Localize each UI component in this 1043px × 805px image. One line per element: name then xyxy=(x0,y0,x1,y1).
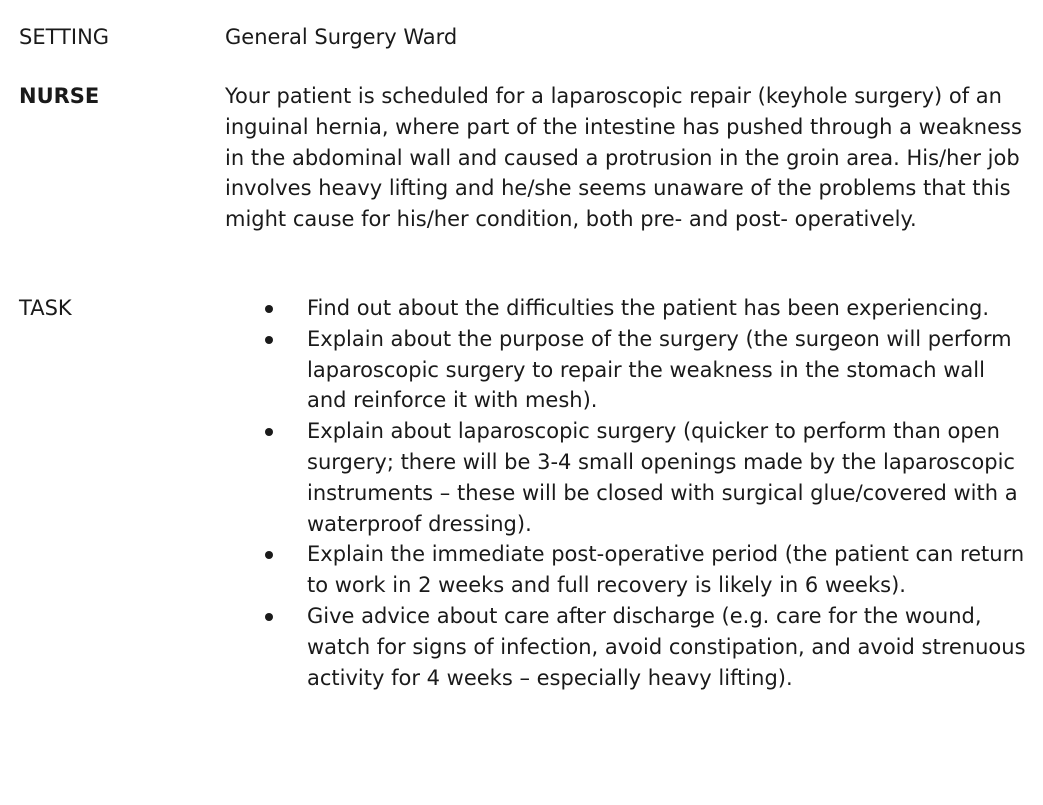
bullet-icon xyxy=(265,613,273,621)
setting-label: SETTING xyxy=(19,25,110,49)
bullet-icon xyxy=(265,336,273,344)
task-item xyxy=(307,416,1027,539)
task-label: TASK xyxy=(19,296,72,320)
task-item-text: Find out about the difficulties the patient has been experiencing. xyxy=(307,296,990,320)
task-item-text: Explain the immediate post-operative period (the patient can return to work in 2 weeks and full recovery is likely in 6 weeks). xyxy=(307,542,1025,598)
bullet-icon xyxy=(265,305,273,313)
bullet-icon xyxy=(265,428,273,436)
task-list xyxy=(307,293,1027,693)
task-item-text: Explain about the purpose of the surgery (the surgeon will perform laparoscopic surgery to repair the weakness in the stomach wall and reinforce it with mesh). xyxy=(307,326,1012,413)
task-item-text: Give advice about care after discharge (e.g. care for the wound, watch for signs of infection, avoid constipation, and avoid strenuous activity for 4 weeks – especially heavy lifting). xyxy=(307,603,1026,690)
task-item xyxy=(307,539,1027,601)
task-item-text: Explain about laparoscopic surgery (quicker to perform than open surgery; there will be 3-4 small openings made by the laparoscopic instruments – these will be closed with surgical glue/covered with a waterproof dressing). xyxy=(307,419,1018,536)
task-item xyxy=(307,293,1027,324)
task-item xyxy=(307,324,1027,416)
nurse-label: NURSE xyxy=(19,84,100,108)
setting-value: General Surgery Ward xyxy=(225,25,458,49)
nurse-description: Your patient is scheduled for a laparoscopic repair (keyhole surgery) of an inguinal hernia, where part of the intestine has pushed through a weakness in the abdominal wall and caused a protrusion in the groin area. His/her job involves heavy lifting and he/she seems unaware of the problems that this might cause for his/her condition, both pre- and post- operatively. xyxy=(225,84,1022,232)
bullet-icon xyxy=(265,551,273,559)
task-item xyxy=(307,601,1027,693)
